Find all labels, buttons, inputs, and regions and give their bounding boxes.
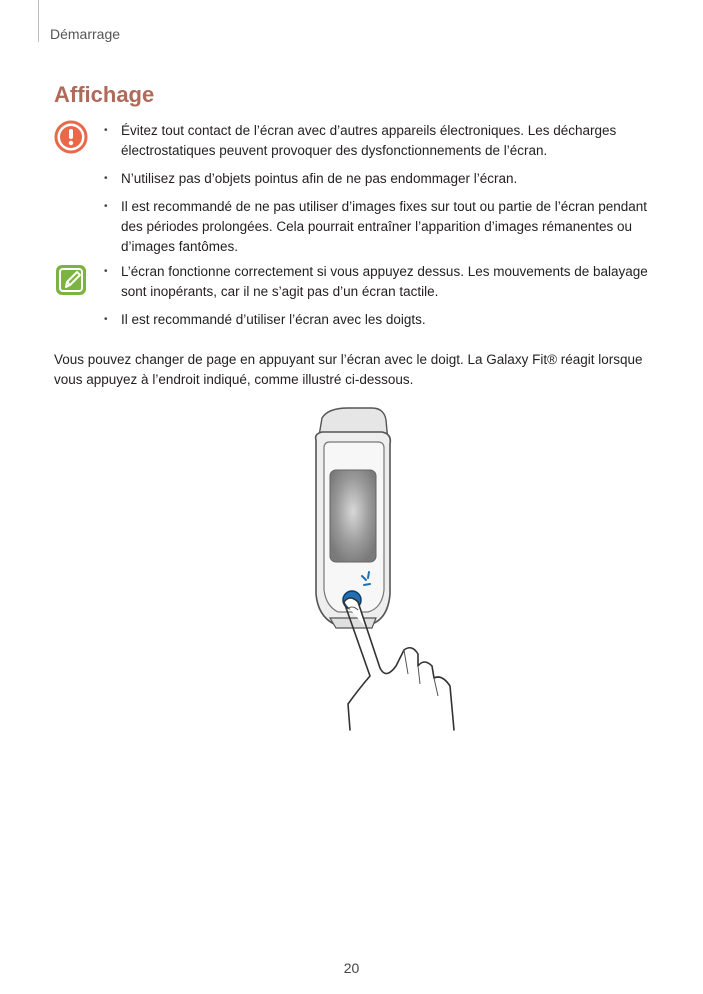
warning-item: • Il est recommandé de ne pas utiliser d’images fixes sur tout ou partie de l’écran pendant des périodes prolongées. Cela pourrait entraîner l’apparition d’images rémanentes ou d’images fantômes.: [104, 197, 649, 257]
galaxy-fit-tap-illustration: [300, 404, 470, 734]
warning-item: • Évitez tout contact de l’écran avec d’autres appareils électroniques. Les décharges électrostatiques peuvent provoquer des dysfonctionnements de l’écran.: [104, 121, 649, 161]
note-item: • Il est recommandé d’utiliser l’écran avec les doigts.: [104, 310, 649, 330]
header-divider: [38, 0, 39, 42]
header-section-label: Démarrage: [50, 26, 121, 42]
note-list: [104, 262, 649, 338]
page-number: 20: [343, 960, 360, 976]
section-title: Affichage: [54, 82, 155, 107]
warning-item: • N’utilisez pas d’objets pointus afin de ne pas endommager l’écran.: [104, 169, 649, 189]
body-paragraph: Vous pouvez changer de page en appuyant sur l’écran avec le doigt. La Galaxy Fit® réagit lorsque vous appuyez à l’endroit indiqué, comme illustré ci-dessous.: [54, 352, 643, 387]
warning-list: [104, 121, 649, 265]
exclamation-icon: [54, 120, 88, 154]
pencil-note-icon: [54, 263, 88, 297]
note-item: • L’écran fonctionne correctement si vous appuyez dessus. Les mouvements de balayage sont inopérants, car il ne s’agit pas d’un écran tactile.: [104, 262, 649, 302]
